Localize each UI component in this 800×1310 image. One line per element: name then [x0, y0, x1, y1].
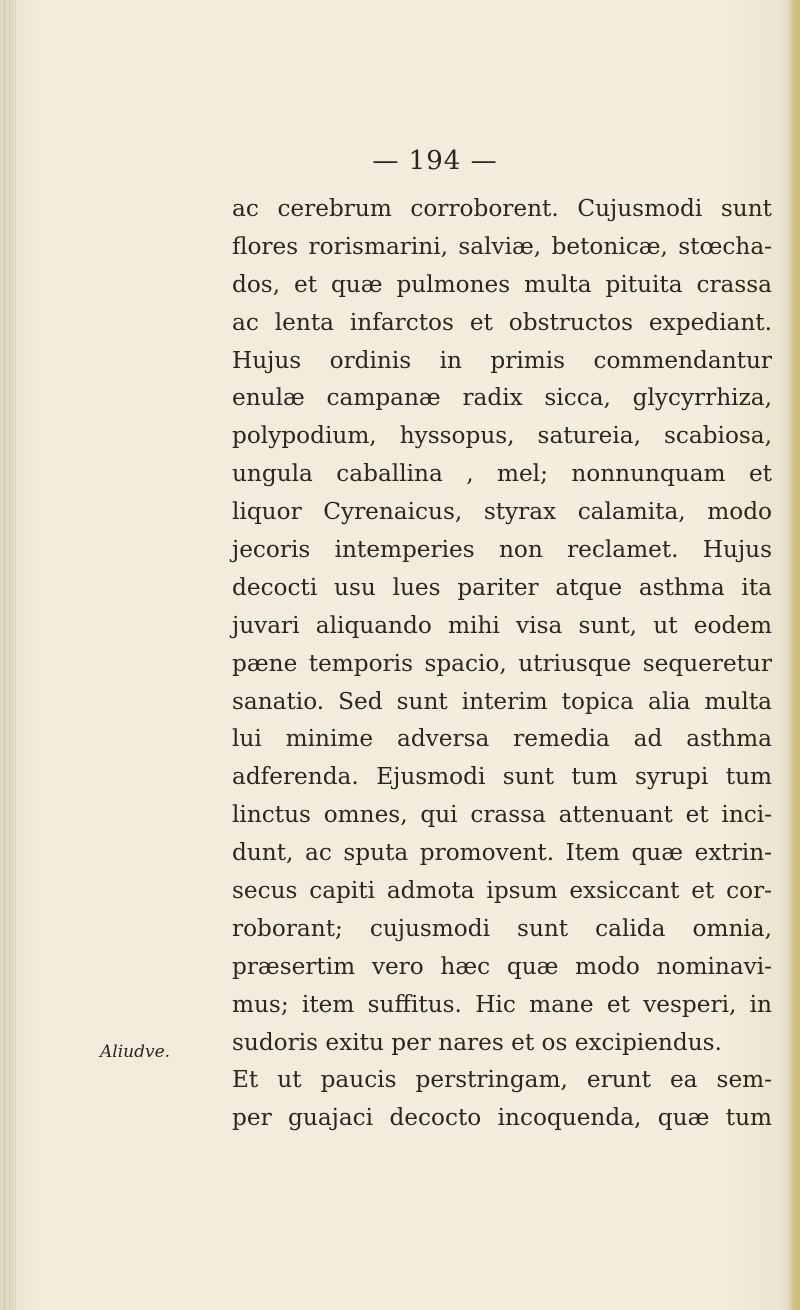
text-line: roborant; cujusmodi sunt calida omnia, [232, 914, 772, 942]
text-line: polypodium, hyssopus, satureia, scabiosa, [232, 422, 772, 450]
text-line: ungula caballina , mel; nonnunquam et [232, 460, 772, 488]
text-line: sanatio. Sed sunt interim topica alia multa [232, 687, 772, 715]
text-line: juvari aliquando mihi visa sunt, ut eodem [232, 611, 772, 639]
text-line: mus; item suffitus. Hic mane et vesperi, in [232, 990, 772, 1018]
text-line: dos, et quæ pulmones multa pituita crassa [232, 270, 772, 298]
text-line: Hujus ordinis in primis commendantur [232, 346, 772, 374]
text-line: secus capiti admota ipsum exsiccant et cor- [232, 877, 772, 905]
text-line: jecoris intemperies non reclamet. Hujus [232, 536, 772, 564]
text-line: liquor Cyrenaicus, styrax calamita, modo [232, 498, 772, 526]
text-line: ac lenta infarctos et obstructos expediant. [232, 308, 772, 336]
page-fore-edge [788, 0, 800, 1310]
text-line: præsertim vero hæc quæ modo nominavi- [232, 952, 772, 980]
body-text [232, 190, 772, 1137]
text-line: decocti usu lues pariter atque asthma ita [232, 573, 772, 601]
text-line: per guajaci decocto incoquenda, quæ tum [232, 1104, 772, 1132]
text-line: flores rorismarini, salviæ, betonicæ, stœcha- [232, 232, 772, 260]
text-line: ac cerebrum corroborent. Cujusmodi sunt [232, 195, 772, 222]
text-line: dunt, ac sputa promovent. Item quæ extrin- [232, 839, 772, 867]
text-line: lui minime adversa remedia ad asthma [232, 725, 772, 753]
text-line: linctus omnes, qui crassa attenuant et inci- [232, 801, 772, 829]
margin-note: Aliudve. [100, 1042, 171, 1062]
text-line: pæne temporis spacio, utriusque sequeretur [232, 649, 772, 677]
text-line: sudoris exitu per nares et os excipiendus. [232, 1028, 722, 1056]
text-line: adferenda. Ejusmodi sunt tum syrupi tum [232, 763, 772, 791]
page-binding-edge [0, 0, 16, 1310]
text-line: Et ut paucis perstringam, erunt ea sem- [232, 1066, 772, 1094]
page-number: — 194 — [372, 146, 498, 176]
text-line: enulæ campanæ radix sicca, glycyrrhiza, [232, 384, 772, 412]
